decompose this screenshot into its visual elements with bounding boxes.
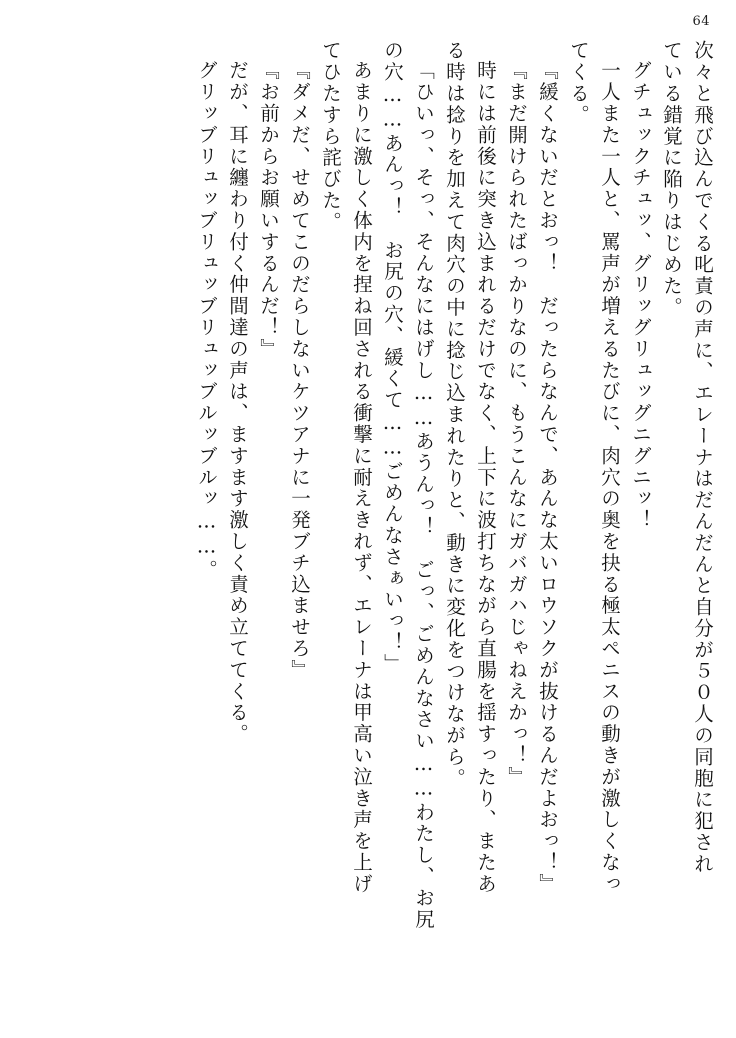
text-column: てくる。 <box>567 40 590 126</box>
text-column: だが、耳に纏わり付く仲間達の声は、ますます激しく責め立ててくる。 <box>226 60 249 745</box>
text-column: 時には前後に突き込まれるだけでなく、上下に波打ちながら直腸を揺すったり、またあ <box>474 60 497 895</box>
text-column: 『まだ開けられたばっかりなのに、もうこんなにガバガハじゃねえかっ！』 <box>505 60 528 788</box>
text-column: てひたすら詫びた。 <box>319 40 342 233</box>
text-column: の穴……あんっ！ お尻の穴、緩くて……ごめんなさぁいっ！」 <box>381 40 404 675</box>
text-column: ている錯覚に陥りはじめた。 <box>660 40 683 319</box>
text-column: 『ダメだ、せめてこのだらしないケツアナに一発ブチ込ませろ』 <box>288 60 311 681</box>
text-column: 次々と飛び込んでくる叱責の声に、エレーナはだんだんと自分が５０人の同胞に犯され <box>691 40 714 875</box>
text-column: る時は捻りを加えて肉穴の中に捻じ込まれたりと、動きに変化をつけながら。 <box>443 40 466 789</box>
text-column: 「ひいっ、そっ、そんなにはげし……あうんっ！ ごっ、ごめんなさい……わたし、お尻 <box>412 60 435 930</box>
text-column: 『緩くないだとおっ！ だったらなんで、あんな太いロウソクが抜けるんだよおっ！』 <box>536 60 559 895</box>
text-column: 一人また一人と、罵声が増えるたびに、肉穴の奥を抉る極太ペニスの動きが激しくなっ <box>598 60 621 895</box>
text-column: グチュックチュッ、グリッグリュッグニグニッ！ <box>629 60 652 531</box>
page-number: 64 <box>692 14 710 29</box>
text-column: あまりに激しく体内を捏ね回される衝撃に耐えきれず、エレーナは甲高い泣き声を上げ <box>350 60 373 895</box>
text-column: 『お前からお願いするんだ！』 <box>257 60 280 360</box>
body-text <box>24 40 712 1008</box>
text-column: グリッブリュッブリュッブリュッブルッブルッ……。 <box>195 60 218 581</box>
